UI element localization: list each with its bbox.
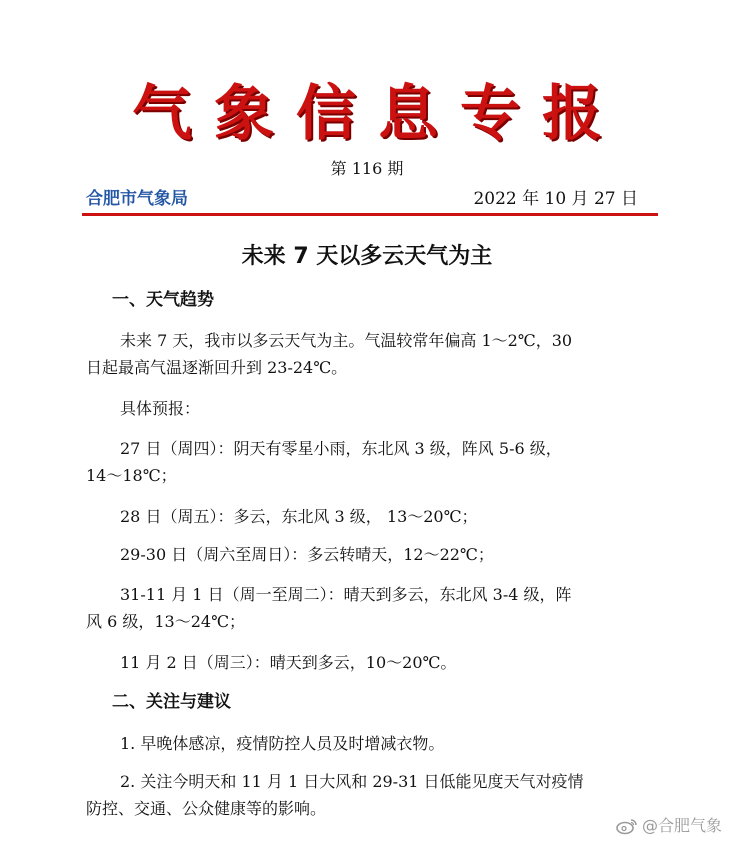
paragraph-line <box>86 768 646 795</box>
paragraph-line <box>86 435 646 462</box>
paragraph-line <box>86 462 646 489</box>
paragraph-forecast-intro <box>86 395 646 422</box>
section-title-weather-trend: 一、天气趋势 <box>112 290 214 310</box>
line-text: 防控、交通、公众健康等的影响。 <box>86 799 327 818</box>
line-text: 11 月 2 日（周三）：晴天到多云，10～20℃。 <box>120 653 457 672</box>
line-text: 1. 早晚体感凉，疫情防控人员及时增减衣物。 <box>120 734 445 753</box>
weibo-watermark <box>616 815 722 837</box>
issuer-name: 合肥市气象局 <box>86 189 188 209</box>
paragraph-line <box>86 327 646 354</box>
paragraph-line <box>86 541 646 568</box>
paragraph-day-2 <box>86 649 646 676</box>
paragraph-advice-1 <box>86 730 646 757</box>
watermark-text: @合肥气象 <box>641 816 722 835</box>
paragraph-day-28 <box>86 503 646 530</box>
paragraph-line <box>86 503 646 530</box>
line-text: 27 日（周四）：阴天有零星小雨，东北风 3 级，阵风 5-6 级， <box>120 439 562 458</box>
line-text: 风 6 级，13～24℃； <box>86 612 245 631</box>
line-text: 未来 7 天，我市以多云天气为主。气温较常年偏高 1～2℃，30 <box>120 331 573 350</box>
weibo-icon <box>616 817 638 835</box>
issue-date: 2022 年 10 月 27 日 <box>473 189 638 209</box>
paragraph-line <box>86 649 646 676</box>
report-headline: 未来 7 天以多云天气为主 <box>241 244 493 269</box>
header-divider <box>82 213 658 216</box>
line-text: 14～18℃； <box>86 466 177 485</box>
line-text: 31-11 月 1 日（周一至周二）：晴天到多云，东北风 3-4 级，阵 <box>120 585 572 604</box>
paragraph-day-29-30 <box>86 541 646 568</box>
paragraph-day-27 <box>86 435 646 489</box>
issue-number: 第 116 期 <box>330 159 404 178</box>
line-text: 28 日（周五）：多云，东北风 3 级， 13～20℃； <box>120 507 478 526</box>
paragraph-line <box>86 608 646 635</box>
paragraph-overview <box>86 327 646 381</box>
paragraph-day-31-1 <box>86 581 646 635</box>
paragraph-advice-2 <box>86 768 646 822</box>
line-text: 具体预报： <box>120 399 201 418</box>
line-text: 2. 关注今明天和 11 月 1 日大风和 29-31 日低能见度天气对疫情 <box>120 772 584 791</box>
paragraph-line <box>86 795 646 822</box>
line-text: 29-30 日（周六至周日）：多云转晴天，12～22℃； <box>120 545 494 564</box>
paragraph-line <box>86 354 646 381</box>
line-text: 日起最高气温逐渐回升到 23-24℃。 <box>86 358 348 377</box>
masthead-title: 气象信息专报 <box>132 79 624 149</box>
paragraph-line <box>86 730 646 757</box>
paragraph-line <box>86 581 646 608</box>
paragraph-line <box>86 395 646 422</box>
section-title-advice: 二、关注与建议 <box>112 692 231 712</box>
